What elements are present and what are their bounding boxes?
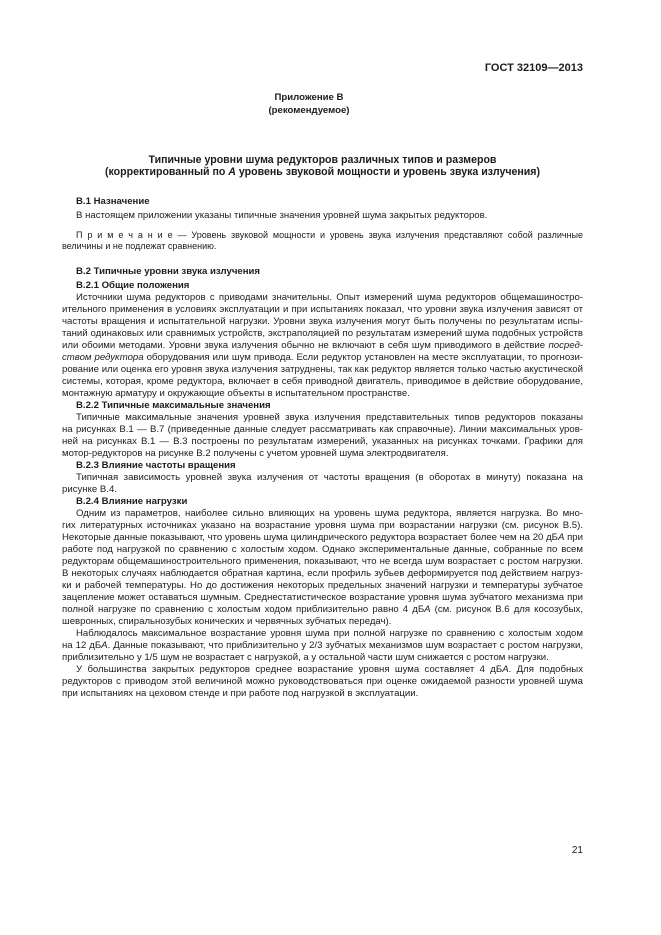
paragraph-line bbox=[62, 340, 583, 352]
paragraph-line bbox=[62, 604, 583, 616]
paragraph-line: при испытаниях на цеховом стенде и при работе под нагрузкой в эксплуатации. bbox=[62, 688, 419, 699]
note-line: величины и не подлежат сравнению. bbox=[62, 241, 217, 251]
italic-term: ством редуктора bbox=[62, 352, 144, 363]
paragraph-line: Одним из параметров, наиболее сильно влияющих на уровень шума редуктора, является нагрузка. Во мно- bbox=[76, 508, 583, 519]
line-text: оборудования или шум привода. Если редуктор установлен на месте эксплуатации, то прогнози- bbox=[143, 352, 584, 363]
document-number: ГОСТ 32109—2013 bbox=[484, 62, 583, 74]
italic-unit-letter: А bbox=[502, 664, 509, 675]
paragraph-line: на рисунках В.1 — В.7 (приведенные данные следует рассматривать как справочные). Линии максимальных уров- bbox=[62, 424, 583, 435]
page-number: 21 bbox=[571, 845, 583, 856]
line-text: на 12 дБ bbox=[62, 640, 102, 651]
paragraph-line: таний одинаковых или сравнимых устройств, экстраполяцией по результатам измерений шума подобных устройств bbox=[62, 328, 583, 339]
paragraph-line: монтажную арматуру и окружающие объекты в испытательном пространстве. bbox=[62, 388, 410, 399]
paragraph-line: ки и рабочей температуры. Но до достижения некоторых предельных значений нагрузки и температуры зубчатое bbox=[62, 580, 583, 591]
line-text: или обоими методами. Уровни звука излучения обычно не включают в себя шум приводимого в действие bbox=[62, 340, 549, 351]
note-label: П р и м е ч а н и е bbox=[76, 230, 173, 240]
appendix-label: Приложение В bbox=[274, 92, 344, 103]
section-b2-heading-block bbox=[62, 266, 583, 278]
note-line bbox=[62, 230, 583, 241]
section-heading: В.1 Назначение bbox=[76, 196, 150, 207]
paragraph-line: ительного применения в условиях эксплуатации и при испытаниях показал, что уровни звука излучения зависят от bbox=[62, 304, 583, 315]
paragraph-line: редукторов с приводом этой величиной можно руководствоваться при оценке ожидаемой разности уровней шума bbox=[62, 676, 583, 687]
paragraph-line bbox=[62, 352, 583, 364]
line-text: Некоторые данные показывают, что уровень шума цилиндрического редуктора возрастает более чем на 20 дБ bbox=[62, 532, 558, 543]
title-italic-letter: А bbox=[228, 166, 236, 178]
paragraph-line: рование или оценка его уровня звука излучения затруднены, так как редуктор является только частью акустической bbox=[62, 364, 583, 375]
paragraph-line: зацепление может оставаться шумным. Среднестатистическое возрастание уровня шума зубчатого механизма при bbox=[62, 592, 583, 603]
paragraph-line: В настоящем приложении указаны типичные значения уровней шума закрытых редукторов. bbox=[76, 210, 488, 221]
appendix-title bbox=[62, 154, 583, 178]
title-text: (корректированный по bbox=[104, 166, 229, 178]
title-line bbox=[62, 166, 583, 178]
italic-unit-letter: А bbox=[424, 604, 431, 615]
paragraph-line: Наблюдалось максимальное возрастание уровня шума при полной нагрузке по сравнению с холостым ходом bbox=[76, 628, 583, 639]
line-text: . Для подобных bbox=[508, 664, 583, 675]
subsection-heading: В.2.4 Влияние нагрузки bbox=[76, 496, 188, 507]
paragraph-line: В некоторых случаях наблюдается обратная картина, если профиль зубьев деформируется под действием нагруз- bbox=[62, 568, 583, 579]
appendix-heading bbox=[0, 91, 618, 117]
line-text: . Данные показывают, что приблизительно у 2/3 зубчатых механизмов шум возрастает с ростом нагрузки, bbox=[107, 640, 584, 651]
paragraph-line: Типичные максимальные значения уровней звука излучения представительных типов редукторов показаны bbox=[76, 412, 583, 423]
line-text: при bbox=[564, 532, 583, 543]
paragraph-line: рисунке В.4. bbox=[62, 484, 117, 495]
italic-unit-letter: А bbox=[557, 532, 565, 543]
line-text: полной нагрузке по сравнению с холостым ходом приблизительно равно 4 дБ bbox=[62, 604, 425, 615]
paragraph-line: ней на рисунках В.1 — В.3 построены по результатам измерений, указанных на рисунках точками. Графики для bbox=[62, 436, 583, 447]
note-text: — Уровень звуковой мощности и уровень звука излучения представляют собой различные bbox=[172, 230, 583, 240]
paragraph-line: мотор-редукторов на рисунке В.2 получены с учетом уровней шума электродвигателя. bbox=[62, 448, 449, 459]
subsection-heading: В.2.1 Общие положения bbox=[76, 280, 190, 291]
line-text: У большинства закрытых редукторов среднее возрастание уровня шума составляет 4 дБ bbox=[76, 664, 503, 675]
paragraph-line: шевронных, спиральнозубых конических и червячных зубчатых передач). bbox=[62, 616, 392, 627]
title-line: Типичные уровни шума редукторов различных типов и размеров bbox=[148, 154, 497, 166]
appendix-status: (рекомендуемое) bbox=[268, 105, 350, 116]
paragraph-line: Источники шума редукторов с приводами значительны. Опыт измерений шума редукторов общемашиностро- bbox=[76, 292, 583, 303]
italic-term: посред- bbox=[548, 340, 583, 351]
section-b1 bbox=[62, 196, 583, 252]
italic-unit-letter: А bbox=[101, 640, 108, 651]
title-text: уровень звуковой мощности и уровень звука излучения) bbox=[235, 166, 541, 178]
subsection-heading: В.2.3 Влияние частоты вращения bbox=[76, 460, 236, 471]
paragraph-line: приблизительно у 1/5 шум не возрастает с нагрузкой, а у остальной части шум снижается с ростом нагрузки. bbox=[62, 652, 549, 663]
section-b2 bbox=[62, 280, 583, 700]
paragraph-line: работе под нагрузкой по сравнению с холостым ходом. Однако экспериментальные данные, собранные по всем bbox=[62, 544, 583, 555]
section-heading: В.2 Типичные уровни звука излучения bbox=[76, 266, 261, 277]
paragraph-line: редукторам общемашиностроительного применения, показывают, что не всегда шум возрастает с ростом нагрузки. bbox=[62, 556, 583, 567]
paragraph-line bbox=[62, 532, 583, 544]
paragraph-line: частоты вращения и испытательной нагрузки. Уровни звука излучения могут быть получены по результатам испы- bbox=[62, 316, 583, 327]
paragraph-line: системы, которая, кроме редуктора, включает в себя приводной двигатель, приводимое в действие оборудование, bbox=[62, 376, 583, 387]
paragraph-line: гих литературных источниках указано на возрастание уровня шума при возрастании нагрузки (см. рисунок В.5). bbox=[62, 520, 583, 531]
line-text: (см. рисунок В.6 для косозубых, bbox=[430, 604, 583, 615]
paragraph-line bbox=[62, 640, 583, 652]
paragraph-line bbox=[62, 664, 583, 676]
subsection-heading: В.2.2 Типичные максимальные значения bbox=[76, 400, 271, 411]
paragraph-line: Типичная зависимость уровней звука излучения от частоты вращения (в оборотах в минуту) показана на bbox=[76, 472, 583, 483]
